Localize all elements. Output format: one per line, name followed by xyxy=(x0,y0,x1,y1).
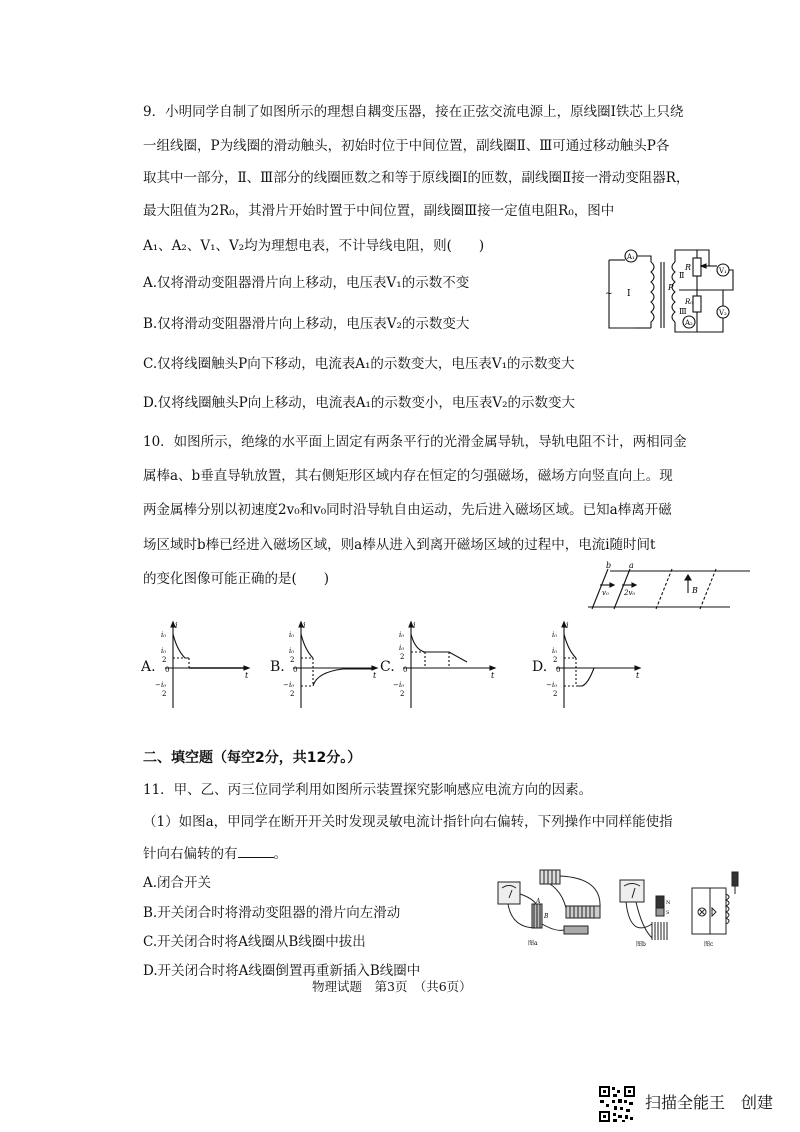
svg-text:图a: 图a xyxy=(528,940,538,947)
svg-text:图b: 图b xyxy=(636,941,646,948)
field-b-label: B xyxy=(692,586,698,595)
q10-graph-label-a: A. xyxy=(141,659,156,675)
v2-label: V₂ xyxy=(719,309,727,317)
svg-text:−: − xyxy=(155,681,161,689)
answer-blank xyxy=(238,857,274,858)
q9-option-b: B.仅将滑动变阻器滑片向上移动，电压表V₂的示数变大 xyxy=(143,316,470,332)
q10-line-3: 两金属棒分别以初速度2v₀和v₀同时沿导轨自由运动，先后进入磁场区域。已知a棒离开磁 xyxy=(143,502,672,518)
svg-text:i₀: i₀ xyxy=(552,647,558,655)
tap-p-label: P xyxy=(668,283,674,292)
svg-text:i₀: i₀ xyxy=(399,644,405,652)
svg-text:−: − xyxy=(393,681,399,689)
svg-text:0: 0 xyxy=(293,666,298,674)
q9-line-1: 9．小明同学自制了如图所示的理想自耦变压器，接在正弦交流电源上，原线圈Ⅰ铁芯上只绕 xyxy=(143,104,684,120)
r0-label: R₀ xyxy=(685,298,694,306)
q9-line-2: 一组线圈，P为线圈的滑动触头，初始时位于中间位置，副线圈Ⅱ、Ⅲ可通过移动触头P各 xyxy=(143,138,670,154)
apparatus-figure-c xyxy=(682,868,752,948)
coil-i-label: Ⅰ xyxy=(627,289,631,299)
rod-a-label: a xyxy=(629,561,634,570)
coil-iii-label: Ⅲ xyxy=(679,307,687,316)
q10-line-1: 10．如图所示，绝缘的水平面上固定有两条平行的光滑金属导轨，导轨电阻不计，两相同金 xyxy=(143,434,687,450)
svg-text:图c: 图c xyxy=(704,941,714,948)
page-footer: 物理试题 第3页 （共6页） xyxy=(312,979,472,994)
svg-text:N: N xyxy=(666,900,671,906)
svg-text:i₀: i₀ xyxy=(161,647,167,655)
2v0-label: 2v₀ xyxy=(624,589,636,597)
q11-option-c: C.开关闭合时将A线圈从B线圈中拔出 xyxy=(143,934,366,950)
graph-d xyxy=(546,620,646,710)
svg-text:2: 2 xyxy=(400,653,405,661)
ac-source-label: ~ xyxy=(605,289,613,299)
q10-line-5: 的变化图像可能正确的是( ) xyxy=(143,571,330,587)
svg-text:i₀: i₀ xyxy=(399,631,405,639)
v1-label: V₁ xyxy=(719,267,727,275)
svg-text:2: 2 xyxy=(553,656,558,664)
svg-text:i₀: i₀ xyxy=(289,681,295,689)
apparatus-figure-a xyxy=(492,868,612,948)
svg-text:t: t xyxy=(636,671,640,680)
svg-text:A: A xyxy=(536,898,541,905)
q9-line-3: 取其中一部分，Ⅱ、Ⅲ部分的线圈匝数之和等于原线圈Ⅰ的匝数，副线圈Ⅱ接一滑动变阻器R， xyxy=(143,170,690,186)
svg-text:i₀: i₀ xyxy=(552,631,558,639)
q9-option-a: A.仅将滑动变阻器滑片向上移动，电压表V₁的示数不变 xyxy=(143,275,470,291)
a1-label: A₁ xyxy=(627,253,635,261)
graph-a xyxy=(155,620,255,710)
q11-line-1: 11．甲、乙、丙三位同学利用如图所示装置探究影响感应电流方向的因素。 xyxy=(143,782,593,798)
section-2-title: 二、填空题（每空2分，共12分。） xyxy=(143,750,362,766)
svg-text:i₀: i₀ xyxy=(289,631,295,639)
q10-line-2: 属棒a、b垂直导轨放置，其右侧矩形区域内存在恒定的匀强磁场，磁场方向竖直向上。现 xyxy=(143,468,673,484)
svg-text:i₀: i₀ xyxy=(161,681,167,689)
q9-line-5: A₁、A₂、V₁、V₂均为理想电表，不计导线电阻，则( ) xyxy=(143,238,485,254)
svg-text:i₀: i₀ xyxy=(161,631,167,639)
q9-option-d: D.仅将线圈触头P向上移动，电流表A₁的示数变小，电压表V₂的示数变大 xyxy=(143,395,576,411)
svg-text:−: − xyxy=(546,681,552,689)
svg-text:B: B xyxy=(544,913,549,920)
svg-text:0: 0 xyxy=(556,666,561,674)
q11-option-b: B.开关闭合时将滑动变阻器的滑片向左滑动 xyxy=(143,905,401,921)
graph-c xyxy=(393,620,503,710)
svg-text:i₀: i₀ xyxy=(552,681,558,689)
q9-option-c: C.仅将线圈触头P向下移动，电流表A₁的示数变大，电压表V₁的示数变大 xyxy=(143,356,575,372)
a2-label: A₂ xyxy=(685,319,693,327)
svg-text:i: i xyxy=(175,621,178,630)
rails-field-figure xyxy=(580,563,760,619)
svg-text:t: t xyxy=(373,671,377,680)
svg-text:i₀: i₀ xyxy=(399,681,405,689)
svg-text:i: i xyxy=(303,621,306,630)
scanner-brand-label: 扫描全能王 创建 xyxy=(645,1093,774,1112)
qr-code-icon xyxy=(598,1085,636,1123)
svg-text:S: S xyxy=(666,910,670,916)
q11-option-a: A.闭合开关 xyxy=(143,875,212,891)
svg-text:2: 2 xyxy=(553,690,558,698)
coil-ii-label: Ⅱ xyxy=(679,271,685,280)
svg-text:−: − xyxy=(283,681,289,689)
transformer-circuit-figure xyxy=(605,240,740,340)
svg-text:2: 2 xyxy=(162,690,167,698)
q10-graph-label-c: C. xyxy=(380,659,395,675)
svg-text:i₀: i₀ xyxy=(289,647,295,655)
svg-text:2: 2 xyxy=(290,656,295,664)
q11-line-2: （1）如图a，甲同学在断开开关时发现灵敏电流计指针向右偏转，下列操作中同样能使指 xyxy=(143,814,673,830)
svg-text:2: 2 xyxy=(162,656,167,664)
svg-text:t: t xyxy=(491,671,495,680)
graph-b xyxy=(283,620,383,710)
q10-graph-label-d: D. xyxy=(532,659,548,675)
svg-text:2: 2 xyxy=(290,690,295,698)
svg-text:2: 2 xyxy=(400,690,405,698)
r-label: R xyxy=(685,263,692,272)
svg-text:0: 0 xyxy=(403,666,408,674)
svg-text:i: i xyxy=(566,621,569,630)
svg-text:t: t xyxy=(245,671,249,680)
svg-text:0: 0 xyxy=(165,666,170,674)
q9-line-4: 最大阻值为2R₀，其滑片开始时置于中间位置，副线圈Ⅲ接一定值电阻R₀，图中 xyxy=(143,203,615,219)
apparatus-figure-b xyxy=(618,868,678,948)
q11-line-3: 针向右偏转的有 。 xyxy=(143,846,287,862)
q10-graph-label-b: B. xyxy=(270,659,285,675)
q11-option-d: D.开关闭合时将A线圈倒置再重新插入B线圈中 xyxy=(143,963,421,979)
rod-b-label: b xyxy=(606,561,612,570)
svg-text:i: i xyxy=(413,621,416,630)
q10-line-4: 场区域时b棒已经进入磁场区域，则a棒从进入到离开磁场区域的过程中，电流i随时间t xyxy=(143,537,656,553)
v0-label: v₀ xyxy=(602,589,609,597)
